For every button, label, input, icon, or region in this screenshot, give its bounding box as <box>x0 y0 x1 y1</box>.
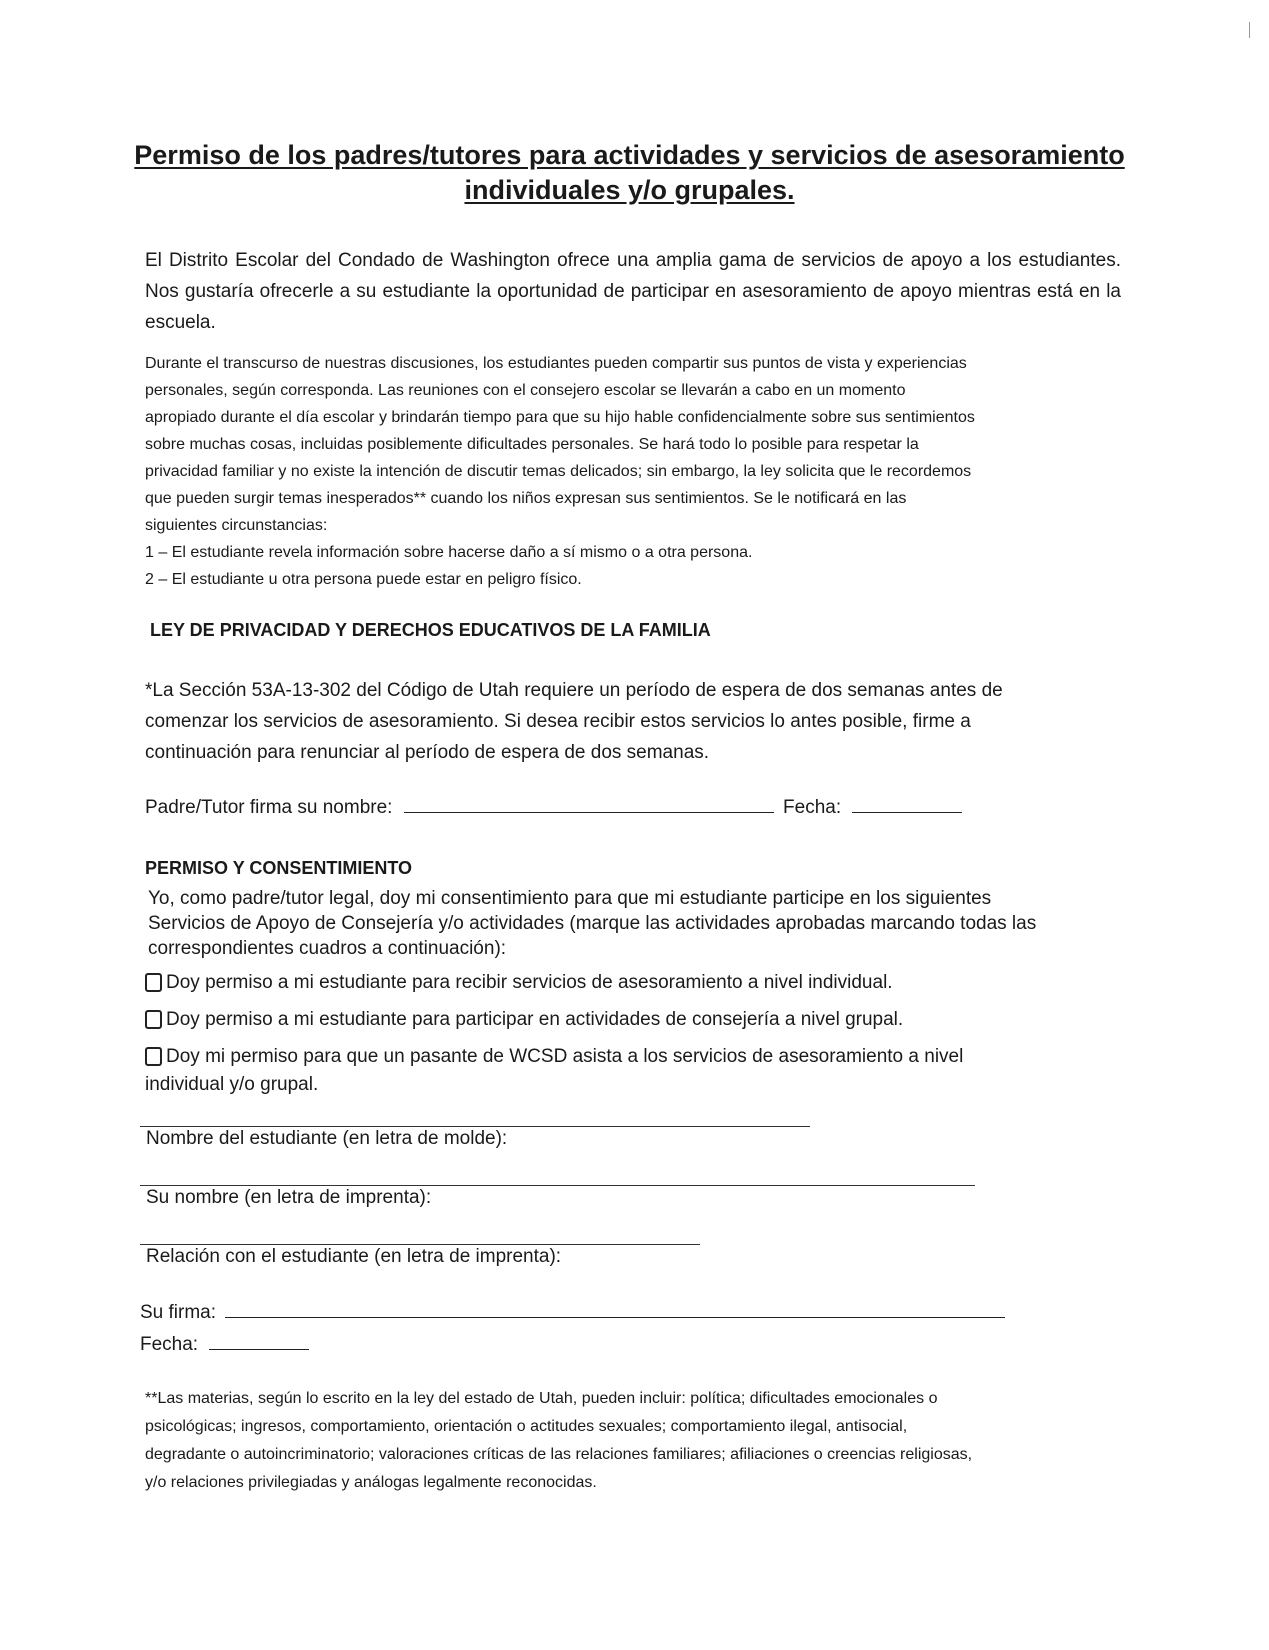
waiver-signature-label: Padre/Tutor firma su nombre: <box>145 797 393 818</box>
your-name-line[interactable] <box>140 1185 975 1186</box>
signature-line[interactable] <box>225 1299 1005 1318</box>
student-name-label: Nombre del estudiante (en letra de molde): <box>146 1128 508 1149</box>
checkbox-intern[interactable] <box>145 1047 162 1066</box>
discussion-paragraph <box>145 350 1115 593</box>
intro-paragraph: El Distrito Escolar del Condado de Washington ofrece una amplia gama de servicios de apoyo a los estudiantes. Nos gustaría ofrecerle a su estudiante la oportunidad de participar en asesoramiento de apoyo mientras está en la escuela. <box>145 250 1121 333</box>
your-name-label: Su nombre (en letra de imprenta): <box>146 1187 432 1208</box>
footnote <box>145 1385 1130 1497</box>
option-group-row[interactable] <box>145 1005 903 1035</box>
waiver-signature-line[interactable] <box>404 794 774 813</box>
discussion-line: Durante el transcurso de nuestras discusiones, los estudiantes pueden compartir sus puntos de vista y experiencias <box>145 355 967 372</box>
checkbox-group[interactable] <box>145 1010 162 1029</box>
consent-line: Yo, como padre/tutor legal, doy mi consentimiento para que mi estudiante participe en los siguientes <box>148 888 992 909</box>
circumstance-2: 2 – El estudiante u otra persona puede estar en peligro físico. <box>145 571 582 588</box>
title-line-2: individuales y/o grupales. <box>464 175 795 205</box>
ferpa-paragraph <box>145 675 1125 768</box>
date-label: Fecha: <box>140 1334 199 1355</box>
discussion-line: que pueden surgir temas inesperados** cuando los niños expresan sus sentimientos. Se le notificará en las <box>145 490 907 507</box>
date-line[interactable] <box>209 1331 309 1350</box>
date-row <box>140 1329 540 1360</box>
ferpa-line: *La Sección 53A-13-302 del Código de Utah requiere un período de espera de dos semanas antes de <box>145 680 1003 701</box>
relation-label: Relación con el estudiante (en letra de imprenta): <box>146 1246 562 1267</box>
form-title <box>120 138 1139 208</box>
discussion-line: sobre muchas cosas, incluidas posiblemente dificultades personales. Se hará todo lo posible para respetar la <box>145 436 919 453</box>
consent-line: Servicios de Apoyo de Consejería y/o actividades (marque las actividades aprobadas marcando todas las <box>148 913 1037 934</box>
option-individual-label: Doy permiso a mi estudiante para recibir servicios de asesoramiento a nivel individual. <box>166 972 893 993</box>
relation-line[interactable] <box>140 1244 700 1245</box>
footnote-line: **Las materias, según lo escrito en la ley del estado de Utah, pueden incluir: política; dificultades emocionales o <box>145 1390 938 1407</box>
consent-paragraph <box>148 886 1133 961</box>
signature-row <box>140 1297 1040 1328</box>
footnote-line: degradante o autoincriminatorio; valoraciones críticas de las relaciones familiares; afiliaciones o creencias religiosas, <box>145 1446 973 1463</box>
ferpa-line: continuación para renunciar al período de espera de dos semanas. <box>145 742 710 763</box>
ferpa-heading: LEY DE PRIVACIDAD Y DERECHOS EDUCATIVOS DE LA FAMILIA <box>150 620 711 640</box>
discussion-line: apropiado durante el día escolar y brindarán tiempo para que su hijo hable confidencialmente sobre sus sentimientos <box>145 409 975 426</box>
title-line-1: Permiso de los padres/tutores para actividades y servicios de asesoramiento <box>134 140 1125 170</box>
discussion-line: personales, según corresponda. Las reuniones con el consejero escolar se llevarán a cabo en un momento <box>145 382 906 399</box>
checkbox-individual[interactable] <box>145 973 162 992</box>
consent-line: correspondientes cuadros a continuación): <box>148 938 507 959</box>
option-group-label: Doy permiso a mi estudiante para participar en actividades de consejería a nivel grupal. <box>166 1009 904 1030</box>
signature-label: Su firma: <box>140 1302 217 1323</box>
ferpa-line: comenzar los servicios de asesoramiento. Si desea recibir estos servicios lo antes posible, firme a <box>145 711 971 732</box>
consent-heading: PERMISO Y CONSENTIMIENTO <box>145 858 413 878</box>
waiver-date-line[interactable] <box>852 794 962 813</box>
waiver-date-label: Fecha: <box>783 797 842 818</box>
discussion-line: siguientes circunstancias: <box>145 517 328 534</box>
circumstance-1: 1 – El estudiante revela información sobre hacerse daño a sí mismo o a otra persona. <box>145 544 753 561</box>
option-intern-continued: individual y/o grupal. <box>145 1074 319 1095</box>
footnote-line: y/o relaciones privilegiadas y análogas legalmente reconocidas. <box>145 1474 597 1491</box>
option-intern-row[interactable] <box>145 1042 963 1072</box>
footnote-line: psicológicas; ingresos, comportamiento, orientación o actitudes sexuales; comportamiento ilegal, antisocial, <box>145 1418 908 1435</box>
student-name-line[interactable] <box>140 1126 810 1127</box>
discussion-line: privacidad familiar y no existe la intención de discutir temas delicados; sin embargo, la ley solicita que le recordemos <box>145 463 972 480</box>
scan-margin-mark <box>1249 22 1250 38</box>
option-individual-row[interactable] <box>145 968 893 998</box>
option-intern-label: Doy mi permiso para que un pasante de WCSD asista a los servicios de asesoramiento a nivel <box>166 1046 964 1067</box>
waiver-signature-row <box>145 792 1125 823</box>
